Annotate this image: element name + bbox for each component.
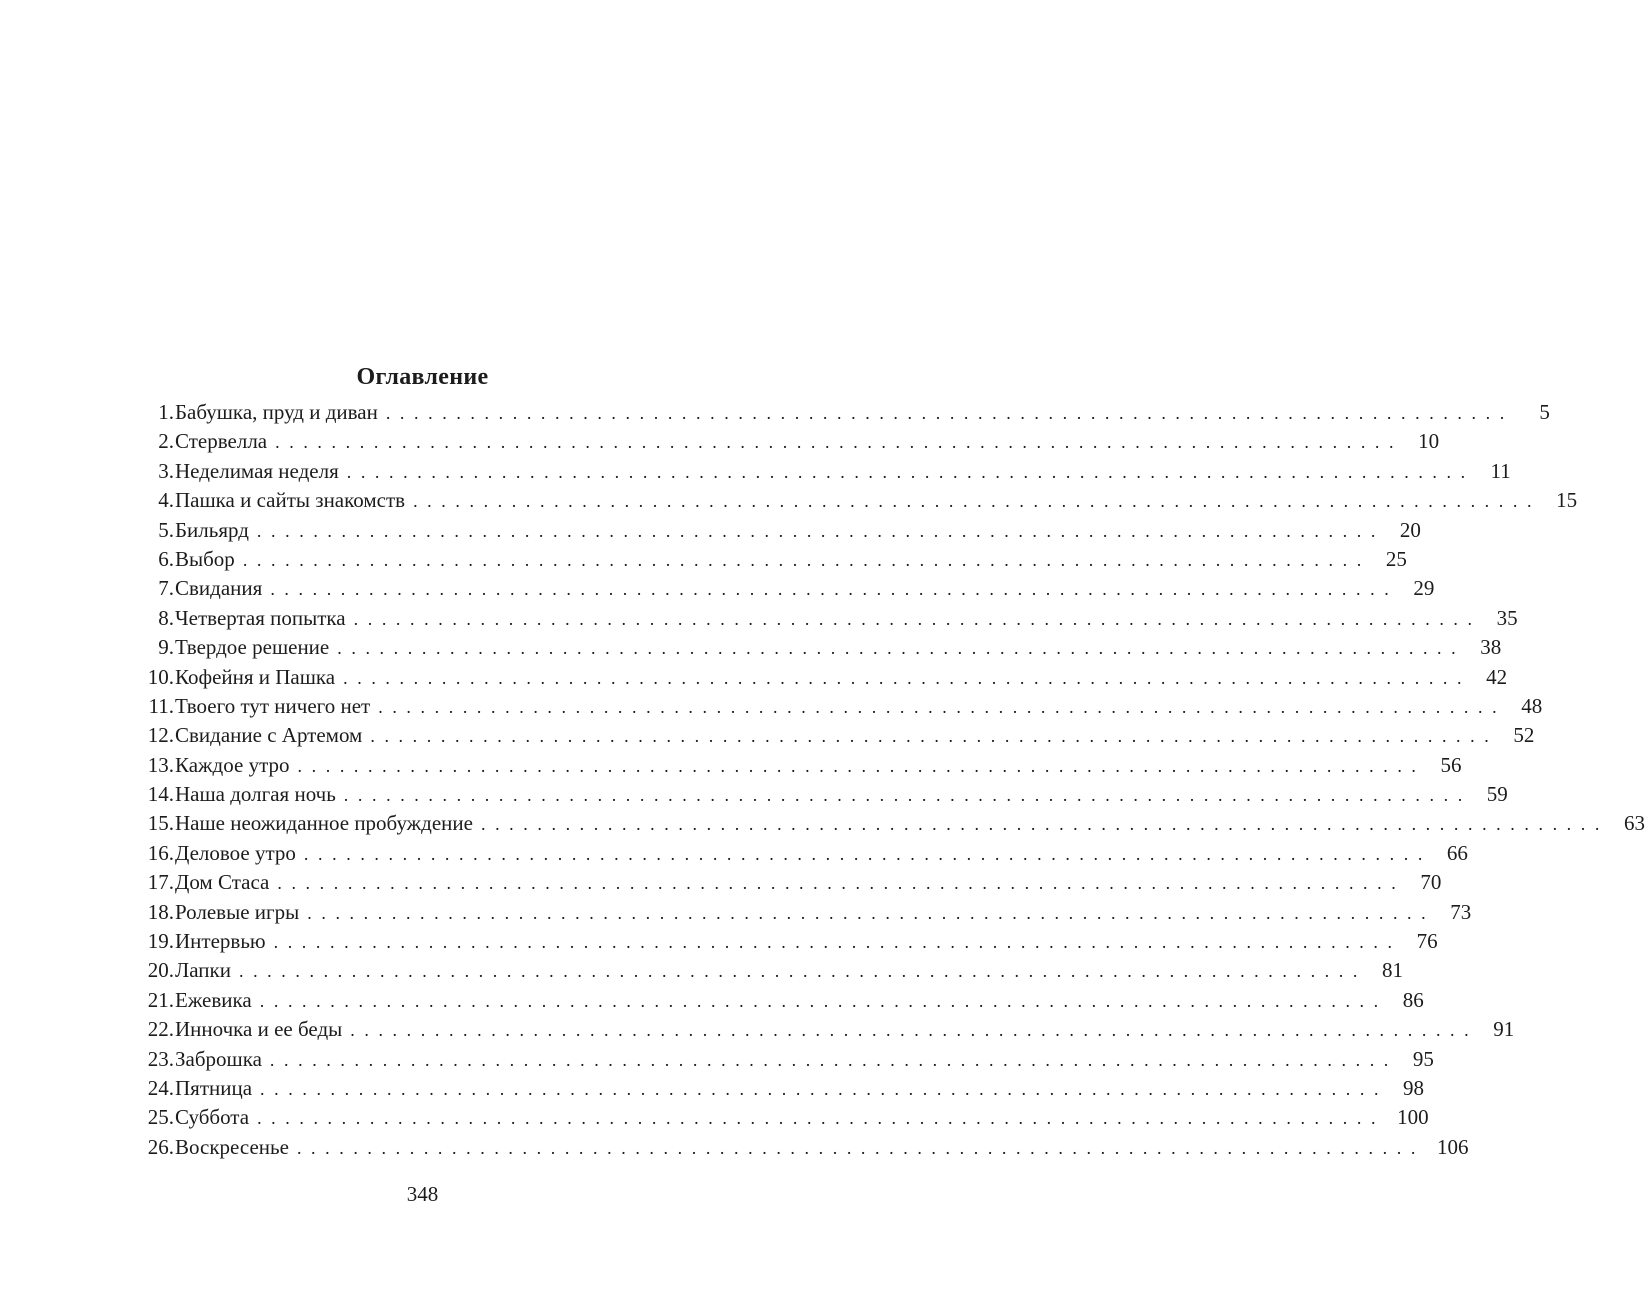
toc-entry-number: 4. (158, 488, 174, 513)
toc-entry-number: 1. (158, 400, 174, 424)
toc-entry-title: Твоего тут ничего нет (175, 693, 371, 718)
toc-entry-number: 20. (147, 958, 174, 983)
dot-leader: ................................................................................ (370, 726, 1499, 747)
toc-entry (138, 839, 1468, 868)
dot-leader: ................................................................................ (259, 990, 1388, 1011)
dot-leader: ................................................................................ (346, 461, 1475, 482)
toc-entry-number: 11. (148, 693, 174, 718)
toc-entry-number: 12. (147, 723, 174, 748)
toc-entry-page: 25 (1385, 546, 1407, 571)
toc-entry-number: 25. (147, 1105, 174, 1130)
toc-entry (138, 751, 1462, 780)
toc-entry-page: 10 (1418, 429, 1440, 454)
toc-entry-number: 7. (158, 576, 174, 601)
toc-entry-page: 20 (1399, 517, 1421, 542)
toc-entry-page: 48 (1521, 693, 1543, 718)
toc-entry-title: Кофейня и Пашка (175, 664, 336, 689)
toc-entry-page: 29 (1413, 576, 1435, 601)
toc-entry-page: 70 (1420, 870, 1442, 895)
toc-entry-title: Бильярд (175, 517, 249, 542)
dot-leader: ................................................................................ (297, 755, 1426, 776)
dot-leader: ................................................................................ (242, 549, 1371, 570)
dot-leader: ................................................................................ (385, 403, 1514, 423)
toc-entry-page: 95 (1412, 1046, 1434, 1071)
toc-entry (138, 1074, 1425, 1103)
toc-entry-number: 23. (147, 1046, 174, 1071)
dot-leader: ................................................................................ (238, 961, 1367, 982)
toc-entry-number: 14. (147, 782, 174, 807)
toc-entry-number: 2. (158, 429, 174, 454)
toc-entry-title: Четвертая попытка (175, 605, 346, 630)
toc-entry-page: 91 (1493, 1017, 1515, 1042)
toc-entry (138, 604, 1518, 633)
toc-entry-page: 15 (1556, 488, 1578, 513)
toc-entry (138, 1015, 1515, 1044)
toc-entry (138, 956, 1403, 985)
table-of-contents (138, 398, 1645, 1162)
toc-entry (138, 516, 1421, 545)
dot-leader: ................................................................................ (257, 1108, 1386, 1129)
toc-entry-page: 81 (1381, 958, 1403, 983)
toc-entry (138, 692, 1543, 721)
dot-leader: ................................................................................ (296, 1137, 1425, 1158)
toc-entry-number: 9. (158, 635, 174, 660)
toc-entry (138, 633, 1502, 662)
dot-leader: ................................................................................ (277, 873, 1406, 894)
dot-leader: ................................................................................ (480, 814, 1609, 835)
toc-entry-number: 17. (147, 870, 174, 895)
toc-entry-page: 59 (1486, 782, 1508, 807)
dot-leader: ................................................................................ (413, 491, 1542, 512)
toc-entry (138, 721, 1535, 750)
toc-entry-page: 73 (1450, 899, 1472, 924)
dot-leader: ................................................................................ (307, 902, 1436, 923)
toc-entry-number: 6. (158, 546, 174, 571)
dot-leader: ................................................................................ (256, 520, 1385, 541)
toc-entry-title: Ежевика (175, 987, 252, 1012)
toc-entry-page: 42 (1486, 664, 1508, 689)
toc-entry-number: 15. (147, 811, 174, 836)
toc-entry-number: 10. (147, 664, 174, 689)
toc-entry-title: Инночка и ее беды (175, 1017, 343, 1042)
dot-leader: ................................................................................ (350, 1020, 1479, 1041)
toc-entry-page: 100 (1397, 1105, 1429, 1130)
toc-entry (138, 427, 1440, 456)
toc-entry (138, 398, 1550, 427)
toc-entry (138, 663, 1508, 692)
toc-entry-number: 8. (158, 605, 174, 630)
toc-entry-number: 24. (147, 1075, 174, 1100)
toc-entry (138, 780, 1508, 809)
dot-leader: ................................................................................ (337, 638, 1466, 659)
toc-entry (138, 1045, 1434, 1074)
toc-entry-page: 63 (1623, 811, 1645, 836)
toc-entry-title: Бабушка, пруд и диван (175, 400, 378, 424)
page-number: 348 (406, 1182, 439, 1206)
toc-entry-number: 5. (158, 517, 174, 542)
toc-entry-number: 26. (147, 1134, 174, 1159)
toc-entry-number: 19. (147, 929, 174, 954)
dot-leader: ................................................................................ (260, 1078, 1389, 1099)
toc-entry-page: 106 (1436, 1134, 1469, 1159)
toc-entry-title: Свидания (175, 576, 263, 601)
toc-entry (138, 868, 1442, 897)
toc-entry-page: 76 (1416, 929, 1438, 954)
toc-entry-page: 11 (1490, 458, 1511, 483)
toc-entry-page: 35 (1496, 605, 1518, 630)
toc-entry-title: Дом Стаса (175, 870, 270, 895)
toc-entry-title: Суббота (175, 1105, 250, 1130)
dot-leader: ................................................................................ (275, 432, 1404, 453)
toc-entry-title: Стервелла (175, 429, 268, 454)
toc-entry-page: 66 (1446, 840, 1468, 865)
dot-leader: ................................................................................ (343, 785, 1472, 806)
toc-entry-title: Наше неожиданное пробуждение (175, 811, 473, 836)
toc-entry-page: 5 (1539, 400, 1550, 424)
toc-entry-page: 52 (1513, 723, 1535, 748)
toc-entry (138, 986, 1424, 1015)
toc-entry-title: Свидание с Артемом (175, 723, 363, 748)
dot-leader: ................................................................................ (303, 843, 1432, 864)
toc-entry-title: Неделимая неделя (175, 458, 339, 483)
dot-leader: ................................................................................ (343, 667, 1472, 688)
toc-entry (138, 486, 1578, 515)
toc-entry-number: 18. (147, 899, 174, 924)
toc-entry-title: Ролевые игры (175, 899, 300, 924)
dot-leader: ................................................................................ (378, 696, 1507, 717)
toc-entry-title: Твердое решение (175, 635, 330, 660)
toc-entry (138, 545, 1407, 574)
toc-entry-title: Пятница (175, 1075, 253, 1100)
toc-entry (138, 927, 1438, 956)
toc-entry-title: Воскресенье (175, 1134, 289, 1159)
toc-entry (138, 1103, 1429, 1132)
toc-entry-page: 86 (1402, 987, 1424, 1012)
toc-entry (138, 898, 1472, 927)
toc-entry-title: Пашка и сайты знакомств (175, 488, 406, 513)
toc-entry-page: 56 (1440, 752, 1462, 777)
dot-leader: ................................................................................ (269, 1049, 1398, 1070)
toc-entry (138, 809, 1645, 838)
toc-entry-number: 13. (147, 752, 174, 777)
dot-leader: ................................................................................ (353, 608, 1482, 629)
dot-leader: ................................................................................ (270, 579, 1399, 600)
toc-entry-title: Деловое утро (175, 840, 296, 865)
toc-entry-number: 22. (147, 1017, 174, 1042)
toc-entry-title: Интервью (175, 929, 266, 954)
toc-entry-title: Каждое утро (175, 752, 290, 777)
toc-entry (138, 574, 1435, 603)
page-title: Оглавление (356, 364, 489, 391)
toc-entry-page: 98 (1403, 1075, 1425, 1100)
toc-entry (138, 457, 1511, 486)
toc-entry-page: 38 (1480, 635, 1502, 660)
toc-entry-number: 16. (147, 840, 174, 865)
toc-entry-number: 21. (147, 987, 174, 1012)
toc-entry-title: Наша долгая ночь (175, 782, 336, 807)
dot-leader: ................................................................................ (273, 932, 1402, 953)
toc-entry-number: 3. (158, 458, 174, 483)
toc-entry-title: Заброшка (175, 1046, 262, 1071)
toc-entry (138, 1133, 1469, 1162)
toc-entry-title: Лапки (175, 958, 231, 983)
toc-entry-title: Выбор (175, 546, 235, 571)
